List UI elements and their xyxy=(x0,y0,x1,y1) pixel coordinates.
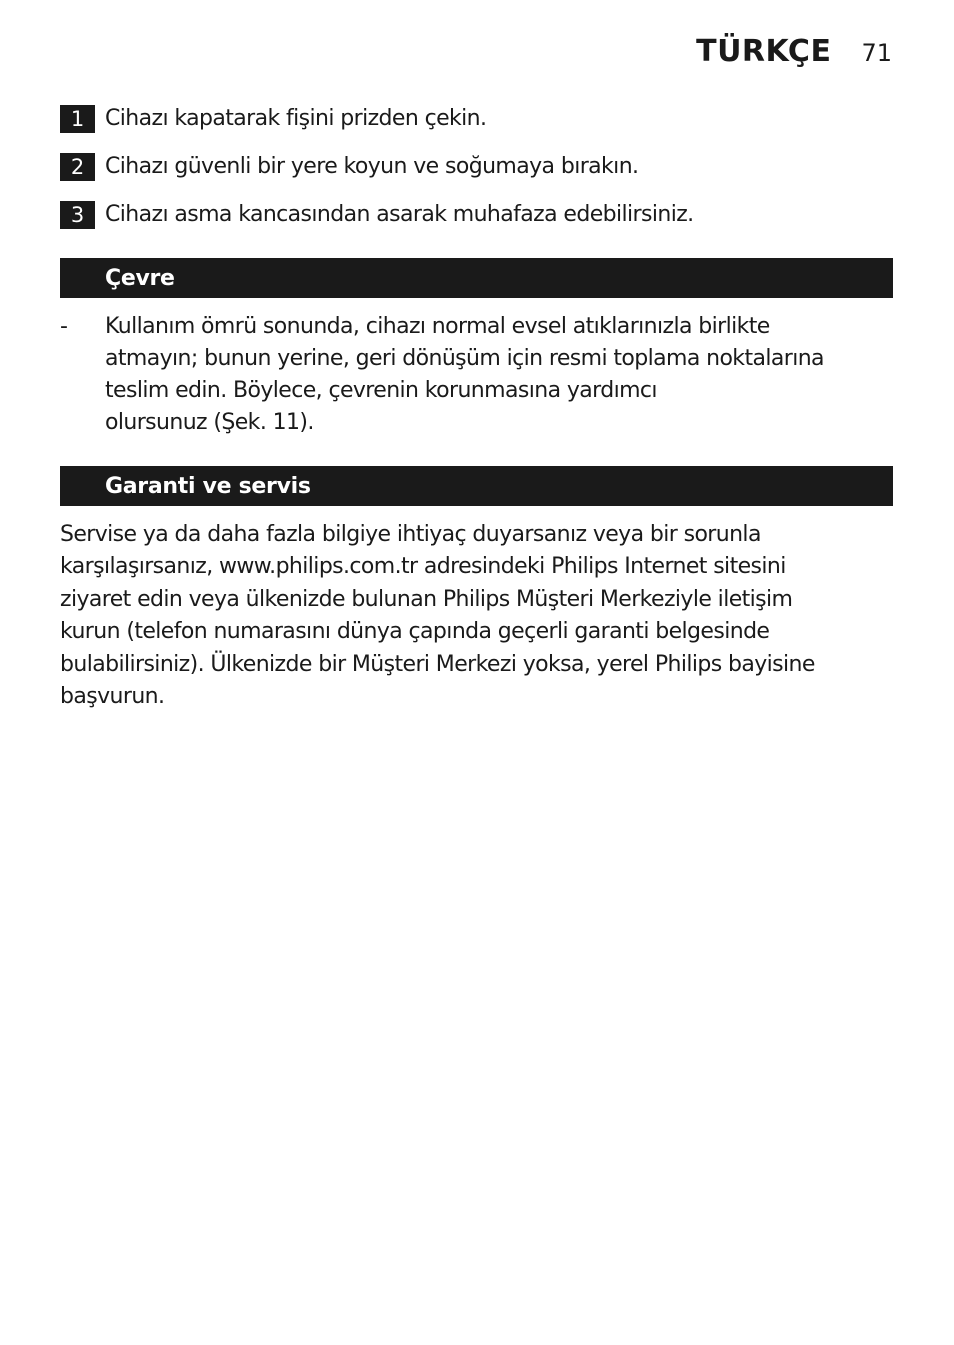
guarantee-line: Servise ya da daha fazla bilgiye ihtiyaç duyarsanız veya bir sorunla xyxy=(60,522,761,547)
environment-section-bar xyxy=(60,258,893,298)
step-number-badge: 3 xyxy=(60,201,95,229)
step-number-badge: 1 xyxy=(60,105,95,133)
page-header xyxy=(696,34,892,69)
bullet-marker: - xyxy=(60,314,68,339)
language-label: TÜRKÇE xyxy=(696,34,832,69)
steps-list xyxy=(60,103,894,247)
guarantee-heading: Garanti ve servis xyxy=(105,473,311,499)
environment-line: teslim edin. Böylece, çevrenin korunmasına yardımcı xyxy=(105,378,657,403)
step-item xyxy=(60,103,894,134)
environment-line: olursunuz (Şek. 11). xyxy=(105,410,314,435)
environment-line: Kullanım ömrü sonunda, cihazı normal evsel atıklarınızla birlikte xyxy=(105,314,770,339)
philips-website-link[interactable]: www.philips.com.tr xyxy=(219,554,418,580)
guarantee-line: adresindeki Philips Internet sitesini xyxy=(417,554,786,580)
guarantee-line: kurun (telefon numarasını dünya çapında geçerli garanti belgesinde xyxy=(60,619,770,645)
environment-bullet xyxy=(60,311,894,439)
step-item xyxy=(60,199,894,230)
environment-heading: Çevre xyxy=(105,265,175,291)
environment-text xyxy=(105,311,824,439)
guarantee-line: ziyaret edin veya ülkenizde bulunan Philips Müşteri Merkeziyle iletişim xyxy=(60,586,793,612)
page-number: 71 xyxy=(861,39,892,67)
step-number-badge: 2 xyxy=(60,153,95,181)
step-text: Cihazı güvenli bir yere koyun ve soğumaya bırakın. xyxy=(105,154,639,179)
guarantee-line: bulabilirsiniz). Ülkenizde bir Müşteri Merkezi yoksa, yerel Philips bayisine xyxy=(60,651,815,677)
environment-line: atmayın; bunun yerine, geri dönüşüm için resmi toplama noktalarına xyxy=(105,346,824,371)
guarantee-line: karşılaşırsanız, xyxy=(60,554,220,580)
step-text: Cihazı asma kancasından asarak muhafaza edebilirsiniz. xyxy=(105,202,694,227)
step-item xyxy=(60,151,894,182)
guarantee-section-bar xyxy=(60,466,893,506)
guarantee-line: başvurun. xyxy=(60,684,165,710)
step-text: Cihazı kapatarak fişini prizden çekin. xyxy=(105,106,487,131)
guarantee-paragraph xyxy=(60,519,894,713)
